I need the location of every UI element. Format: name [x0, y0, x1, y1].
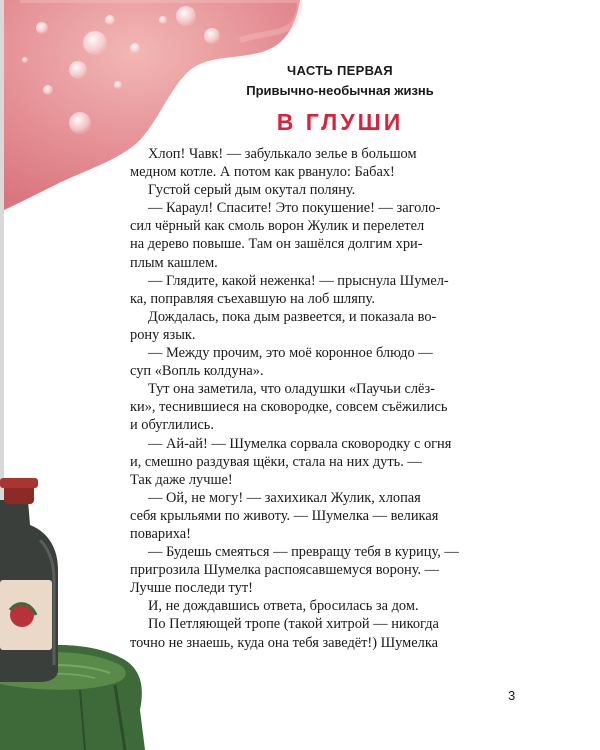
text-line: По Петляющей тропе (такой хитрой — никогда [148, 616, 439, 633]
text-line: точно не знаешь, куда она тебя заведёт!) Шумелка [130, 634, 438, 651]
text-line: пригрозила Шумелка распоясавшемуся ворону. — [130, 562, 440, 579]
text-line: — Караул! Спасите! Это покушение! — заголо- [148, 200, 441, 217]
text-line: — Между прочим, это моё коронное блюдо — [148, 345, 433, 362]
text-line: плым кашлем. [130, 254, 218, 271]
chapter-title: В ГЛУШИ [276, 109, 404, 135]
text-line: Так даже лучше! [130, 471, 233, 488]
text-line: ка, поправляя съехавшую на лоб шляпу. [130, 290, 375, 307]
text-line: — Ой, не могу! — захихикал Жулик, хлопая [148, 489, 421, 506]
text-line: медном котле. А потом как рвануло: Бабах! [130, 164, 395, 181]
text-line: и обуглились. [130, 417, 214, 434]
text-line: ки», теснившиеся на сковородке, совсем съёжились [130, 399, 448, 416]
text-line: рону язык. [130, 326, 196, 343]
text-line: и, смешно раздувая щёки, стала на них дуть. — [130, 453, 422, 470]
part-title: Привычно-необычная жизнь [246, 83, 434, 98]
text-line: — Глядите, какой неженка! — прыснула Шумел- [148, 272, 449, 289]
page-number: 3 [508, 688, 516, 703]
text-line: Хлоп! Чавк! — забулькало зелье в большом [148, 146, 417, 162]
text-line: — Ай-ай! — Шумелка сорвала сковородку с огня [148, 435, 452, 452]
text-line: Дождалась, пока дым развеется, и показала во- [148, 308, 437, 325]
text-line: Густой серый дым окутал поляну. [148, 182, 356, 199]
part-heading [140, 62, 540, 100]
text-line: суп «Вопль колдуна». [130, 363, 264, 380]
text-line: И, не дождавшись ответа, бросилась за дом. [148, 598, 419, 615]
story-text [130, 145, 482, 652]
text-line: себя крыльями по животу. — Шумелка — великая [130, 507, 439, 524]
text-line: — Будешь смеяться — превращу тебя в курицу, — [148, 544, 459, 561]
text-line: сил чёрный как смоль ворон Жулик и перелетел [130, 218, 425, 235]
text-line: повариха! [130, 525, 191, 542]
text-line: Тут она заметила, что оладушки «Паучьи слёз- [148, 381, 435, 398]
part-label: ЧАСТЬ ПЕРВАЯ [287, 63, 393, 78]
text-line: Лучше последи тут! [130, 580, 253, 597]
text-line: на дерево повыше. Там он зашёлся долгим хри- [130, 236, 423, 253]
